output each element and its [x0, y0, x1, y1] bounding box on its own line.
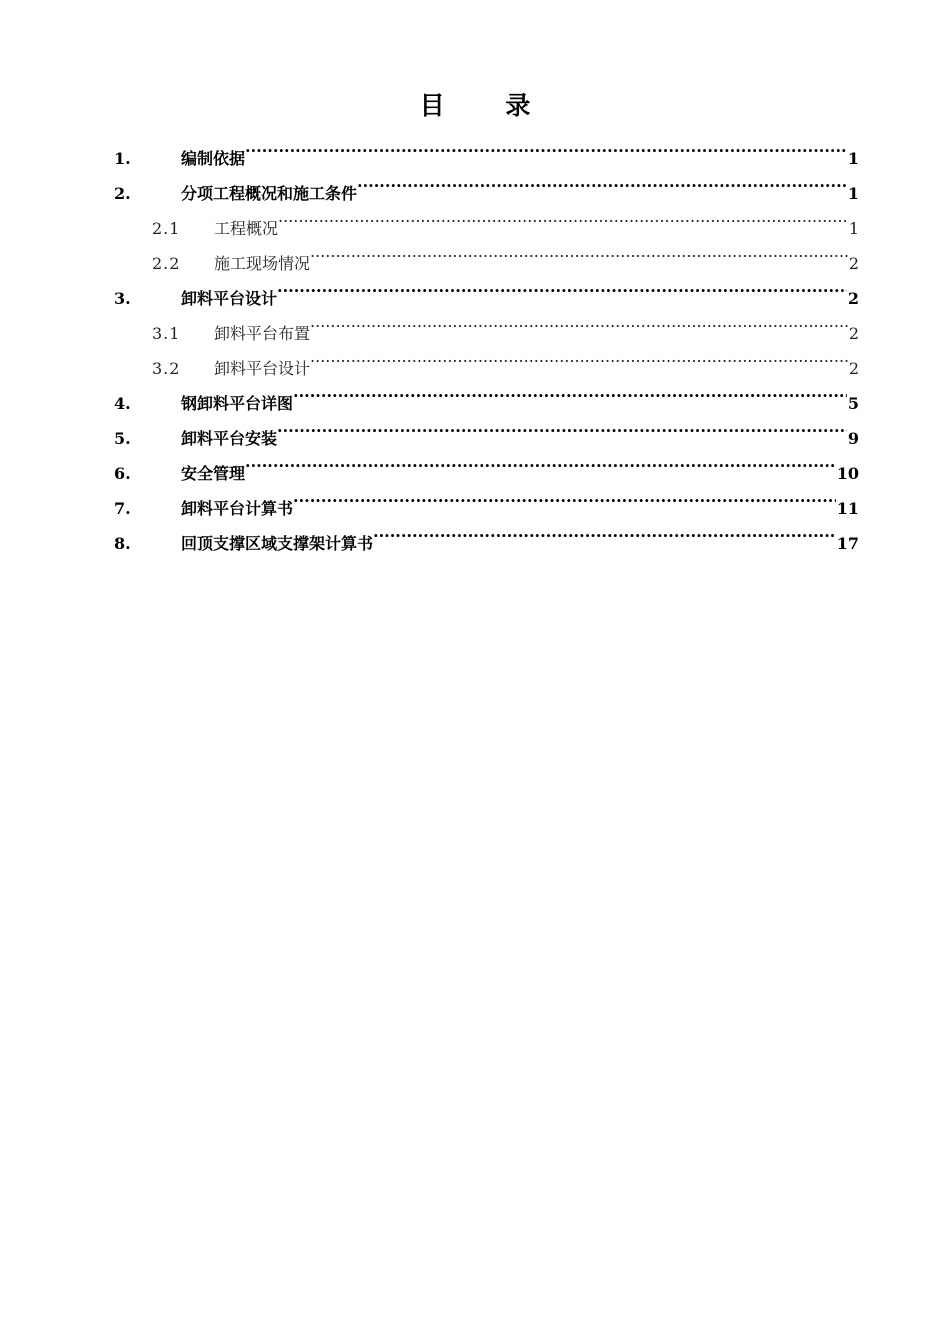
toc-entry-title: 卸料平台设计 [181, 289, 278, 308]
toc-entry-title: 工程概况 [214, 219, 279, 238]
toc-dot-leader [245, 444, 836, 479]
toc-dot-leader [373, 514, 836, 549]
toc-entry-number: 3.2 [152, 359, 181, 378]
toc-entry-page: 2 [847, 289, 859, 308]
toc-entry-page: 17 [836, 534, 859, 553]
toc-entry-number: 8. [114, 534, 131, 553]
toc-entry-page: 1 [848, 219, 859, 238]
toc-entry-page: 1 [847, 184, 859, 203]
toc-entry-number: 4. [114, 394, 131, 413]
toc-entry-title: 施工现场情况 [214, 254, 311, 273]
toc-entry-title: 编制依据 [181, 149, 246, 168]
toc-entry-title: 卸料平台布置 [214, 324, 311, 343]
toc-title: 目 录 [419, 91, 557, 120]
toc-entry-title: 安全管理 [181, 464, 246, 483]
toc-dot-leader [310, 304, 848, 339]
toc-entry-title: 回顶支撑区域支撑架计算书 [181, 534, 374, 553]
toc-entry-page: 2 [848, 359, 859, 378]
toc-entry-title: 卸料平台设计 [214, 359, 311, 378]
toc-dot-leader [277, 269, 847, 304]
toc-dot-leader [310, 339, 848, 374]
table-of-contents [114, 129, 859, 553]
toc-entry-1[interactable] [114, 129, 859, 168]
toc-entry-page: 9 [847, 429, 859, 448]
toc-entry-number: 6. [114, 464, 131, 483]
toc-dot-leader [293, 479, 836, 514]
toc-entry-title: 分项工程概况和施工条件 [181, 184, 358, 203]
toc-entry-number: 5. [114, 429, 131, 448]
toc-entry-page: 5 [847, 394, 859, 413]
toc-entry-number: 2.2 [152, 254, 181, 273]
toc-entry-title: 卸料平台计算书 [181, 499, 294, 518]
toc-entry-page: 10 [836, 464, 859, 483]
toc-entry-page: 2 [848, 324, 859, 343]
toc-entry-number: 2. [114, 184, 131, 203]
toc-entry-number: 7. [114, 499, 131, 518]
toc-dot-leader [245, 129, 847, 164]
toc-entry-title: 卸料平台安装 [181, 429, 278, 448]
toc-entry-page: 1 [847, 149, 859, 168]
toc-dot-leader [278, 199, 848, 234]
toc-entry-page: 11 [836, 499, 859, 518]
toc-entry-number: 2.1 [152, 219, 181, 238]
toc-dot-leader [357, 164, 847, 199]
toc-dot-leader [293, 374, 847, 409]
toc-dot-leader [277, 409, 847, 444]
toc-entry-page: 2 [848, 254, 859, 273]
toc-entry-title: 钢卸料平台详图 [181, 394, 294, 413]
toc-entry-number: 1. [114, 149, 131, 168]
toc-dot-leader [310, 234, 848, 269]
toc-entry-number: 3.1 [152, 324, 181, 343]
toc-entry-number: 3. [114, 289, 131, 308]
